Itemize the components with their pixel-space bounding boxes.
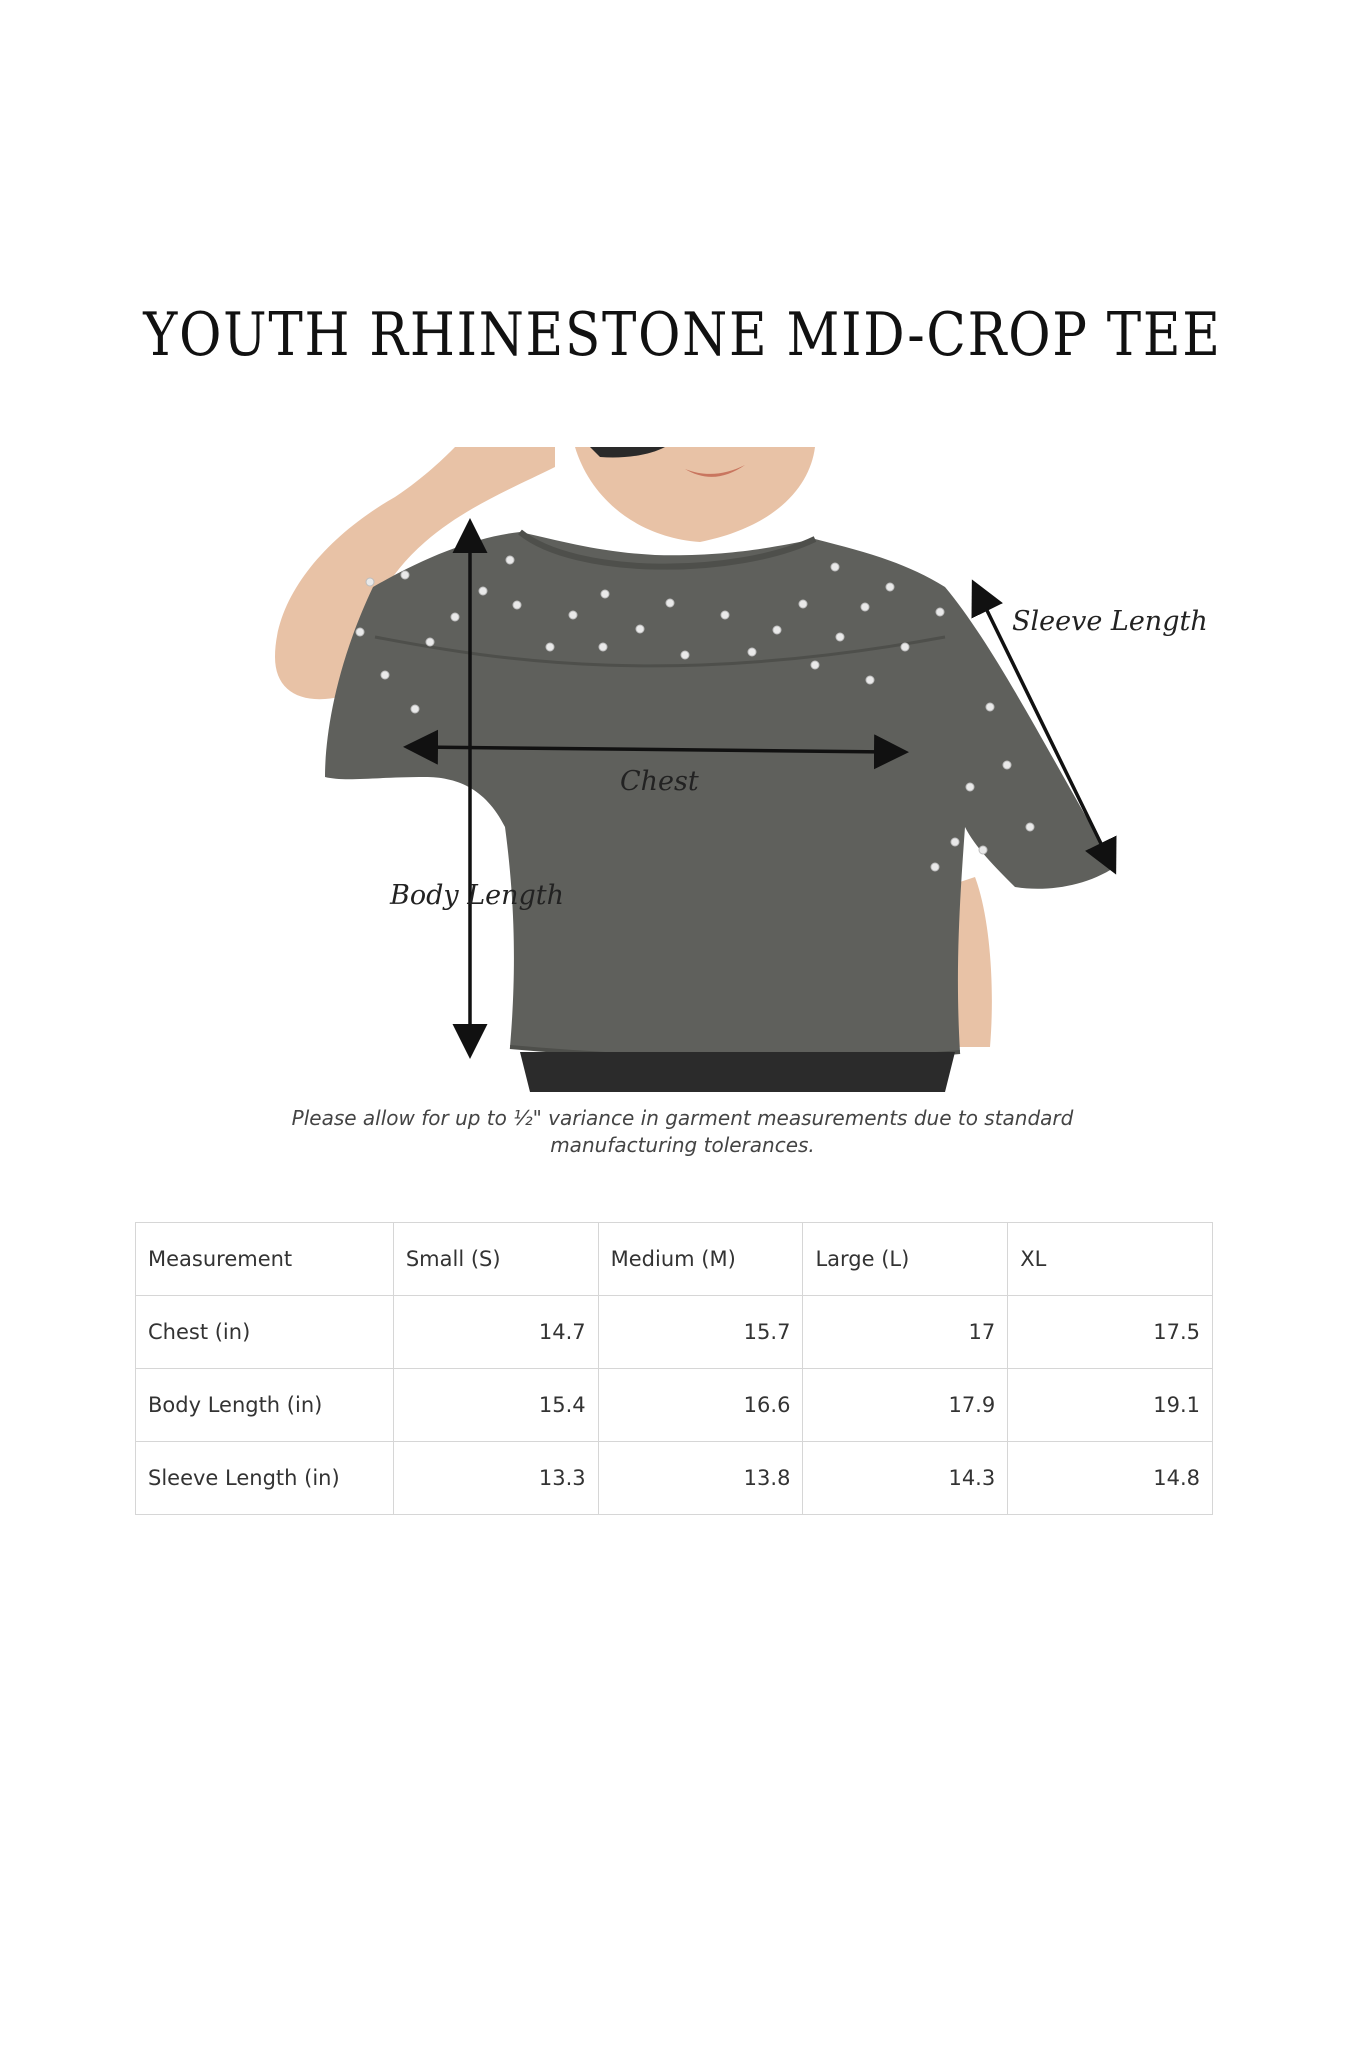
table-cell: 16.6 [598,1369,803,1442]
page-title: YOUTH RHINESTONE MID-CROP TEE [143,300,1222,370]
chest-label: Chest [620,766,699,797]
row-label: Chest (in) [136,1296,394,1369]
table-cell: 15.7 [598,1296,803,1369]
variance-note-line-2: manufacturing tolerances. [550,1133,815,1157]
table-cell: 17.9 [803,1369,1008,1442]
table-cell: 17 [803,1296,1008,1369]
garment-illustration [255,447,1208,1092]
size-chart-table [135,1222,1213,1515]
header-cell: Medium (M) [598,1223,803,1296]
pants [520,1052,955,1092]
table-header-row [136,1223,1213,1296]
variance-note-line-1: Please allow for up to ½" variance in garment measurements due to standard [291,1106,1074,1130]
body-length-label: Body Length [390,880,565,911]
header-cell: Large (L) [803,1223,1008,1296]
garment-figure [255,447,1208,1092]
table-row [136,1369,1213,1442]
table-cell: 19.1 [1008,1369,1213,1442]
table-cell: 13.8 [598,1442,803,1515]
table-cell: 13.3 [393,1442,598,1515]
table-row [136,1442,1213,1515]
table-cell: 14.3 [803,1442,1008,1515]
header-cell: Measurement [136,1223,394,1296]
header-cell: Small (S) [393,1223,598,1296]
sleeve-length-label: Sleeve Length [1012,606,1208,637]
row-label: Sleeve Length (in) [136,1442,394,1515]
shirt-body [325,532,1115,1059]
face [575,447,815,542]
row-label: Body Length (in) [136,1369,394,1442]
header-cell: XL [1008,1223,1213,1296]
table-cell: 17.5 [1008,1296,1213,1369]
variance-note [0,1105,1365,1159]
table-cell: 14.8 [1008,1442,1213,1515]
table-cell: 14.7 [393,1296,598,1369]
table-row [136,1296,1213,1369]
table-cell: 15.4 [393,1369,598,1442]
